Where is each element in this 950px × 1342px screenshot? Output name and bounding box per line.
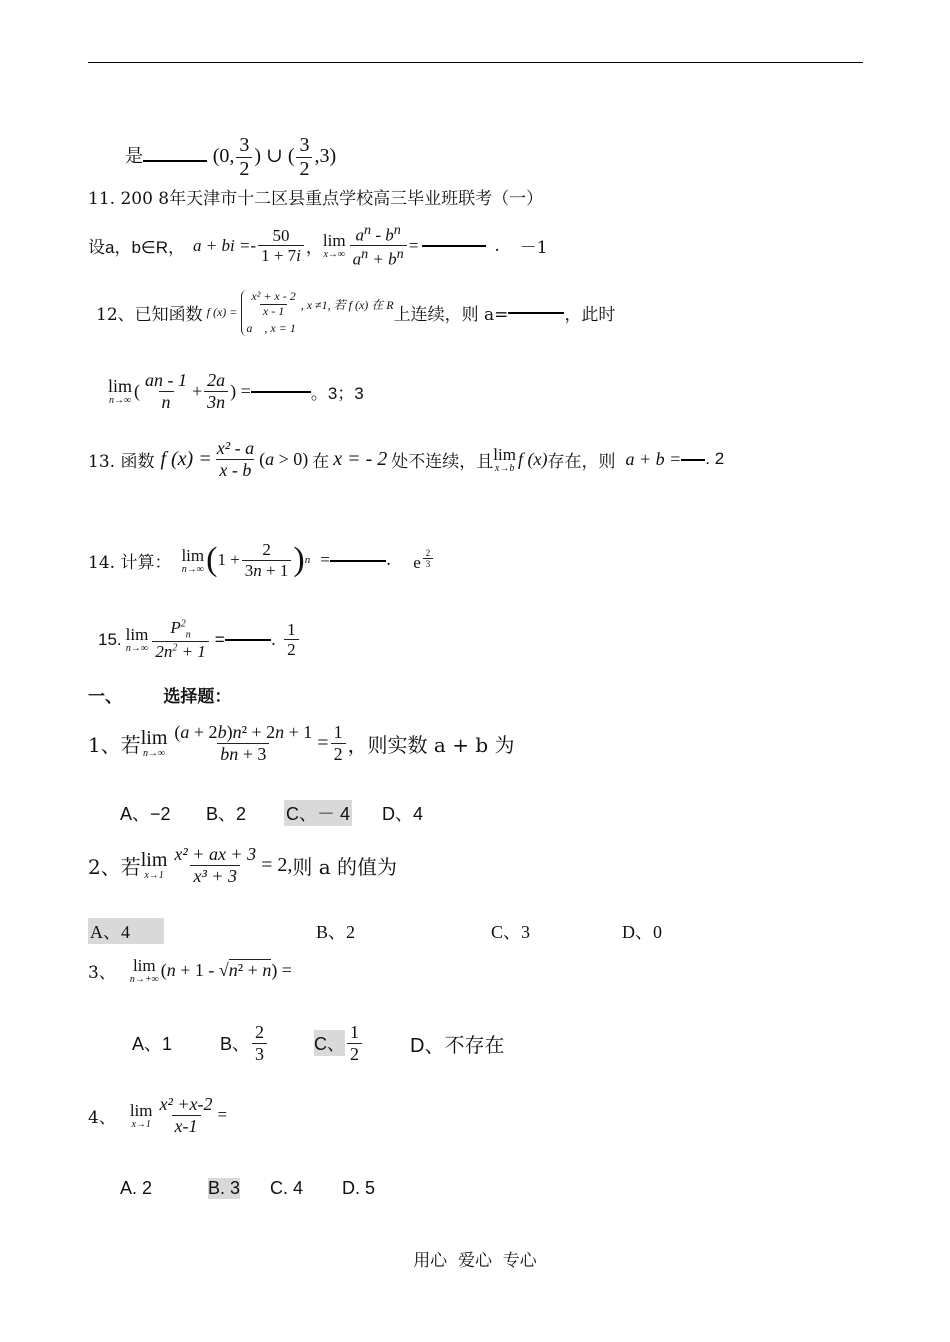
q15-blank xyxy=(225,638,271,641)
q12-limit-line: lim n→∞ ( $\frac{an - 1}{n}$ + $\frac{2a}{3n}$ ) = 。3；3 xyxy=(108,370,364,412)
q14-blank xyxy=(330,559,386,562)
q12-tail1: 上连续，则 a= xyxy=(393,305,509,326)
q13-label: 13. 函数 xyxy=(88,451,155,472)
q11-answer: －1 xyxy=(519,238,548,259)
q10-blank xyxy=(143,159,207,162)
q12-tail2: ，此时 xyxy=(564,305,616,326)
mc2-question: 则 a 的值为 xyxy=(292,854,397,879)
q14-label: 14. 计算： xyxy=(88,552,172,573)
q14-lim-sub: n→∞ xyxy=(181,563,204,575)
mc2-option-b[interactable]: B、2 xyxy=(316,922,356,942)
mc1-option-d[interactable]: D、4 xyxy=(382,804,424,824)
q11-blank xyxy=(422,244,486,247)
mc4-lim-sub: x→1 xyxy=(131,1118,151,1130)
section-header xyxy=(88,682,231,707)
mc3-line: 3、 lim n→+∞ (n + 1 - √n² + n) = xyxy=(88,956,292,985)
mc3-options xyxy=(132,1022,504,1064)
mc3-option-c[interactable]: C、 $\frac{1}{2}$ xyxy=(314,1022,410,1064)
q10-line xyxy=(125,134,336,181)
mc1-option-a[interactable]: A、−2 xyxy=(120,804,171,824)
page-footer: 用心 爱心 专心 xyxy=(413,1251,537,1271)
mc2-line: 2、若 lim x→1 $\frac{\text{x² + ax + 3}}{\text{x³ + 3}}$ = 2, 则 a 的值为 xyxy=(88,844,397,886)
mc1-options xyxy=(120,800,423,826)
mc3-option-d[interactable]: D、不存在 xyxy=(410,1034,505,1057)
q13-ask: a + b = xyxy=(625,448,682,469)
mc1-line: 1、若 lim n→∞ $\frac{\text{(a + 2b)n² + 2n + 1}}{bn + 3}$ = $\frac{1}{2}$ ，则实数 a + b 为 xyxy=(88,722,515,764)
mc1-label: 1、若 xyxy=(88,732,141,757)
q13-blank xyxy=(681,458,705,461)
mc2-label: 2、若 xyxy=(88,854,141,879)
mc3-label: 3、 xyxy=(88,963,116,983)
q15-line: 15. lim n→∞ $\frac{P^2_n}{2n^2 + 1}$ = . $\frac{1}{2}$ xyxy=(98,618,301,661)
mc1-option-b[interactable]: B、2 xyxy=(206,804,247,824)
q15-answer: $\frac{1}{2}$ xyxy=(284,620,299,660)
mc1-lim-sub: n→∞ xyxy=(143,748,166,760)
q12-limit-blank xyxy=(251,390,311,393)
mc2-lim-sub: x→1 xyxy=(144,870,164,882)
mc3-lim-sub: n→+∞ xyxy=(129,974,159,985)
q13-mid2: 处不连续，且 xyxy=(391,451,494,472)
q11-lim-sub: x→∞ xyxy=(323,249,346,261)
mc2-option-c[interactable]: C、3 xyxy=(491,922,531,942)
q12-piecewise: $\frac{\text{x² + x - 2}}{x - 1}$ , x ≠1, 若 f (x) 在 R a , x = 1 xyxy=(241,290,393,336)
mc4-options xyxy=(120,1178,375,1199)
mc4-line: 4、 lim x→1 $\frac{\text{x² +x-2}}{x-1}$ = xyxy=(88,1094,228,1136)
q12-lim-sub: n→∞ xyxy=(108,395,132,407)
q10-answer: (0, $\frac{3}{2}$ ) ∪ ( $\frac{3}{2}$ ,3) xyxy=(212,134,337,180)
q11-source: 11. 200 8年天津市十二区县重点学校高三毕业班联考（一） xyxy=(88,189,544,209)
q10-prefix: 是 xyxy=(125,146,143,168)
q14-line: 14. 计算： lim n→∞ ( 1 + $\frac{2}{3n + 1}$ ) n = . e $^{\frac{2}{3}}$ xyxy=(88,540,435,580)
q14-answer: e $^{\frac{2}{3}}$ xyxy=(413,548,435,573)
mc1-question: ，则实数 a + b 为 xyxy=(347,732,515,757)
mc2-options xyxy=(88,918,788,944)
mc1-option-c[interactable]: C、－ 4 xyxy=(284,800,352,826)
q15-label: 15. xyxy=(98,629,122,649)
section-num: 一、 xyxy=(88,687,122,706)
mc2-option-a[interactable]: A、4 xyxy=(88,918,164,944)
q13-answer: . 2 xyxy=(705,449,725,469)
header-rule xyxy=(88,62,863,63)
q12-blank xyxy=(508,311,564,314)
mc3-option-b[interactable]: B、 $\frac{2}{3}$ xyxy=(220,1022,314,1064)
q12-line: 12、已知函数 f (x) = $\frac{\text{x² + x - 2}}{x - 1}$ , x ≠1, 若 f (x) 在 R a , x = 1 上连续，则 a= ，此时 xyxy=(96,289,616,335)
q12-answer: 。3；3 xyxy=(310,383,364,403)
q11-text: 设 xyxy=(88,238,105,259)
mc3-option-a[interactable]: A、1 xyxy=(132,1034,173,1055)
q12-label: 12、已知函数 xyxy=(96,305,203,326)
mc4-option-b[interactable]: B. 3 xyxy=(208,1178,241,1198)
mc4-option-a[interactable]: A. 2 xyxy=(120,1178,153,1198)
q13-mid1: 在 xyxy=(312,451,330,472)
mc4-option-d[interactable]: D. 5 xyxy=(342,1178,376,1198)
q13-lim-sub: x→b xyxy=(494,462,515,474)
mc4-option-c[interactable]: C. 4 xyxy=(270,1178,304,1198)
section-title: 选择题： xyxy=(163,687,232,706)
mc2-option-d[interactable]: D、0 xyxy=(622,922,662,942)
q11-line: 设 a，b∈R， a + bi =- $\frac{50}{1 + 7i}$ ， lim x→∞ $\frac{a^n - b^n}{a^n + b^n}$ = . －1 xyxy=(88,222,548,269)
mc4-label: 4、 xyxy=(88,1107,116,1128)
q13-mid3: 存在，则 xyxy=(547,451,616,472)
q13-line: 13. 函数 f (x) = $\frac{\text{x² - a}}{x - b}$ (a > 0) 在 x = - 2 处不连续，且 lim x→b f (x) 存在，则 a + b = . 2 xyxy=(88,438,725,480)
q15-lim-sub: n→∞ xyxy=(125,643,149,655)
q13-point: x = - 2 xyxy=(333,447,388,470)
q11-var: a，b∈R， xyxy=(105,238,185,258)
